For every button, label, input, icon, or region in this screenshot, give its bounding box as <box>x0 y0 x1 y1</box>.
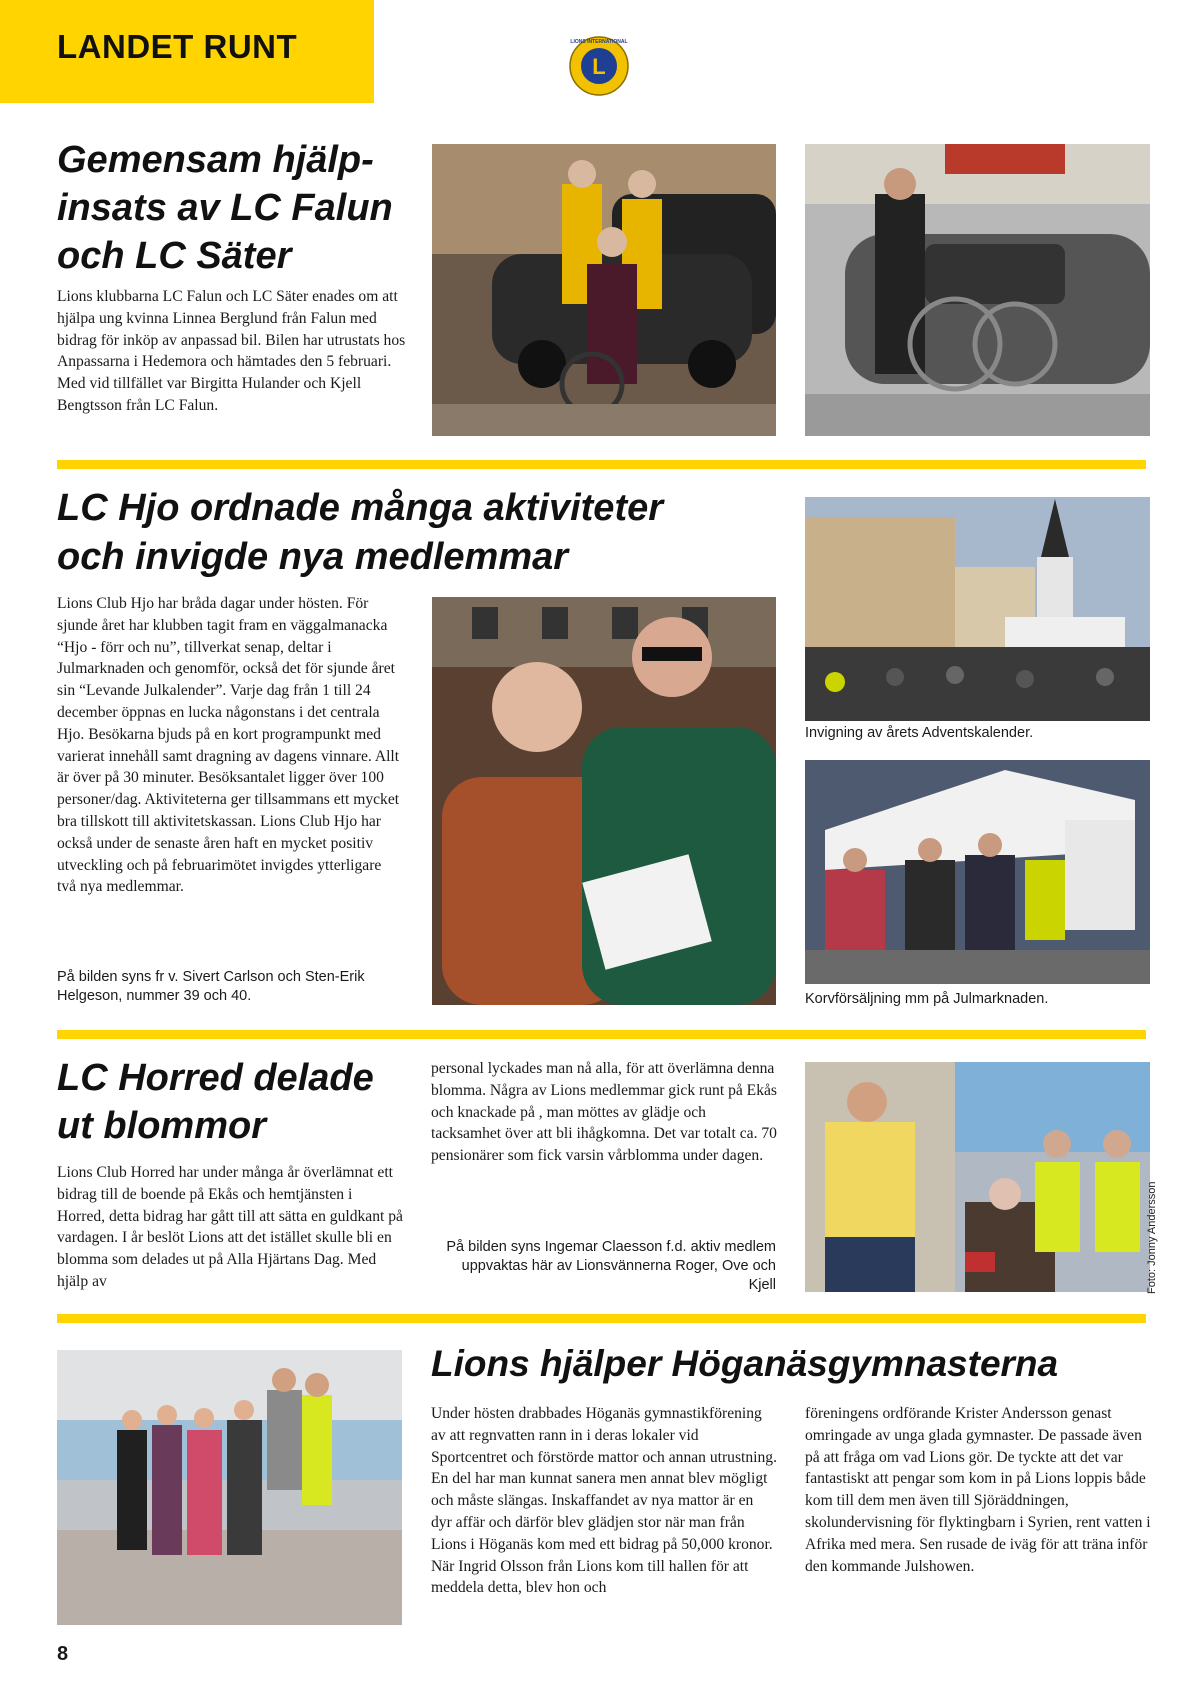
section-divider-1 <box>57 460 1146 469</box>
article3-body-col2: personal lyckades man nå alla, för att överlämna denna blomma. Några av Lions medlemmar gick runt på Ekås och knackade på , man möttes av glädje och tacksamhet över att bli ihågkomna. Det var totalt ca. 70 pensionärer som fick varsin vårblomma under dagen. <box>431 1060 777 1165</box>
article1-title: Gemensam hjälp- insats av LC Falun och LC Säter <box>57 139 393 277</box>
photo-gymnasts <box>57 1350 402 1625</box>
section-divider-3 <box>57 1314 1146 1323</box>
article1-body: Lions klubbarna LC Falun och LC Säter enades om att hjälpa ung kvinna Linnea Berglund från Falun med bidrag för inköp av anpassad bil. Bilen har utrustats hos Anpassarna i Hedemora och hämtades den 5 februari. Med vid tillfället var Birgitta Hulander och Kjell Bengtsson från LC Falun. <box>57 288 406 414</box>
section-divider-2 <box>57 1030 1146 1039</box>
article4-body-col2: föreningens ordförande Krister Andersson genast omringade av unga glada gymnaster. De passade även på att fråga om vad Lions gör. De tyckte att det var fantastiskt att pengar som kom in på Lions loppis både kom till dem men även till Sjöräddningen, skolundervisning för flyktingbarn i Syrien, rent vatten i Afrika med mera. Sen rusade de iväg för att träna inför den kommande Julshowen. <box>805 1405 1151 1575</box>
lions-logo <box>568 32 630 104</box>
section-tag <box>0 0 374 103</box>
article4-body-col1: Under hösten drabbades Höganäs gymnastikförening av att regnvatten rann in i deras lokaler vid Sportcentret och förstörde mattor och annan utrustning. En del har man kunnat sanera men annat blev mögligt och måste slängas. Inskaffandet av nya mattor är en dyr affär och därför blev glädjen stor när man från Lions i Höganäs kom med ett bidrag på 50,000 kronor. När Ingrid Olsson från Lions kom till hallen för att meddela detta, blev hon och <box>431 1405 778 1597</box>
photo-advent-calendar <box>805 497 1150 721</box>
photo-credit: Foto: Jonny Andersson <box>1146 1181 1158 1294</box>
article2-body: Lions Club Hjo har bråda dagar under hösten. För sjunde året har klubben tagit fram en väggalmanacka “Hjo - förr och nu”, tillverkat senap, deltar i Julmarknaden och genomför, också det för sjunde året sin “Levande Julkalender”. Varje dag från 1 till 24 december öppnas en lucka någonstans i det centrala Hjo. Besökarna bjuds på en kort programpunkt med varierat innehåll samt dragning av dagens vinnare. Allt är över på 30 minuter. Besöksantalet ligger över 100 personer/dag. Aktiviteterna ger tillsammans ett mycket bra tillskott till aktivitetskassan. Lions Club Hjo har också under de senaste åren haft en mycket positiv utveckling och på februarimötet invigdes ytterligare två nya medlemmar. <box>57 595 400 896</box>
article3-caption: På bilden syns Ingemar Claesson f.d. aktiv medlem uppvaktas här av Lionsvännerna Roger, Ove och Kjell <box>446 1239 776 1293</box>
photo-car-handover <box>432 144 776 436</box>
page-number: 8 <box>57 1643 69 1665</box>
caption-christmas-market: Korvförsäljning mm på Julmarknaden. <box>805 991 1049 1007</box>
article2-caption-main: På bilden syns fr v. Sivert Carlson och Sten-Erik Helgeson, nummer 39 och 40. <box>57 969 365 1004</box>
caption-advent: Invigning av årets Adventskalender. <box>805 725 1034 741</box>
article2-title: LC Hjo ordnade många aktiviteter och invigde nya medlemmar <box>57 487 664 578</box>
logo-letter: L <box>592 54 606 79</box>
photo-flower-visit <box>805 1062 1150 1292</box>
article3-title: LC Horred delade ut blommor <box>57 1057 374 1147</box>
photo-new-members <box>432 597 776 1005</box>
photo-wheelchair-car <box>805 144 1150 436</box>
article4-title: Lions hjälper Höganäsgymnasterna <box>431 1343 1059 1384</box>
section-tag-label: LANDET RUNT <box>57 28 298 65</box>
logo-ring-text: LIONS INTERNATIONAL <box>570 39 628 45</box>
article3-body-col1: Lions Club Horred har under många år överlämnat ett bidrag till de boende på Ekås och hemtjänsten i Horred, detta bidrag har gått till att sätta en guldkant på vardagen. I år beslöt Lions att det istället skulle bli en blomma som delades ut på Alla Hjärtans Dag. Med hjälp av <box>57 1164 403 1290</box>
photo-christmas-market <box>805 760 1150 984</box>
